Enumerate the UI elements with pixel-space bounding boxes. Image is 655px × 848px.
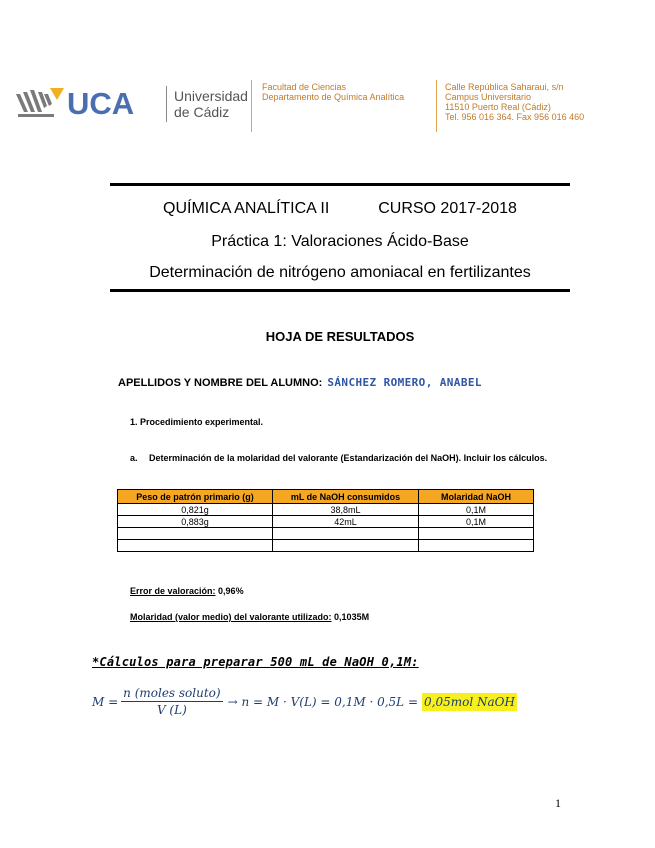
molarity-label: Molaridad (valor medio) del valorante utilizado: — [130, 612, 332, 622]
address-info — [445, 82, 584, 122]
molarity-equation — [92, 686, 517, 717]
table-header: Peso de patrón primario (g) — [118, 490, 273, 504]
title-bottom-rule — [110, 289, 570, 292]
table-header: Molaridad NaOH — [419, 490, 534, 504]
table-cell: 0,1M — [419, 516, 534, 528]
procedure-item-label: a. — [130, 453, 138, 463]
university-name — [174, 88, 248, 120]
table-row — [118, 540, 534, 552]
table-row — [118, 528, 534, 540]
equation-rhs: → n = M · V(L) = 0,1M · 0,5L = — [227, 694, 419, 709]
error-label: Error de valoración: — [130, 586, 216, 596]
equation-numerator: n (moles soluto) — [123, 686, 221, 700]
table-cell — [273, 528, 419, 540]
molarity-value: 0,1035M — [334, 612, 370, 622]
faculty-info — [262, 82, 404, 102]
table-cell: 0,1M — [419, 504, 534, 516]
page-number: 1 — [555, 796, 561, 810]
address-line: Calle República Saharaui, s/n — [445, 82, 564, 92]
address-line: Tel. 956 016 364. Fax 956 016 460 — [445, 112, 585, 122]
table-row — [118, 504, 534, 516]
course-title — [110, 200, 570, 218]
uca-emblem-icon — [14, 82, 66, 122]
procedure-heading: 1. Procedimiento experimental. — [130, 417, 264, 427]
results-table — [117, 489, 534, 552]
uca-logo-text: UCA — [67, 86, 135, 121]
course-year: CURSO 2017-2018 — [378, 200, 517, 217]
table-cell — [118, 528, 273, 540]
titration-error — [130, 586, 244, 596]
table-cell: 0,883g — [118, 516, 273, 528]
table-cell — [419, 540, 534, 552]
address-line: 11510 Puerto Real (Cádiz) — [445, 102, 551, 112]
table-cell: 0,821g — [118, 504, 273, 516]
topic-title: Determinación de nitrógeno amoniacal en fertilizantes — [149, 264, 531, 281]
department-name: Departamento de Química Analítica — [262, 92, 405, 102]
table-cell: 38,8mL — [273, 504, 419, 516]
practice-title: Práctica 1: Valoraciones Ácido-Base — [211, 233, 469, 250]
procedure-item-text: Determinación de la molaridad del valorante (Estandarización del NaOH). Incluir los cálculos. — [149, 453, 548, 463]
address-line: Campus Universitario — [445, 92, 532, 102]
university-logo — [14, 82, 254, 132]
title-top-rule — [110, 183, 570, 186]
table-cell — [118, 540, 273, 552]
equation-result: 0,05mol NaOH — [424, 694, 515, 709]
student-line — [118, 376, 482, 389]
student-name: SÁNCHEZ ROMERO, ANABEL — [327, 376, 482, 389]
table-header: mL de NaOH consumidos — [273, 490, 419, 504]
equation-denominator: V (L) — [156, 703, 187, 717]
header-divider — [251, 80, 252, 132]
table-row — [118, 516, 534, 528]
faculty-name: Facultad de Ciencias — [262, 82, 347, 92]
table-header-row — [118, 490, 534, 504]
equation-fraction — [121, 686, 222, 717]
student-label: APELLIDOS Y NOMBRE DEL ALUMNO: — [118, 377, 323, 389]
mean-molarity — [130, 612, 369, 622]
error-value: 0,96% — [218, 586, 244, 596]
calculation-title: *Cálculos para preparar 500 mL de NaOH 0,1M: — [92, 655, 419, 669]
table-cell — [273, 540, 419, 552]
results-heading: HOJA DE RESULTADOS — [265, 329, 415, 344]
table-cell — [419, 528, 534, 540]
logo-divider — [166, 86, 167, 122]
table-cell: 42mL — [273, 516, 419, 528]
equation-lhs: M = — [92, 694, 119, 709]
university-name-line2: de Cádiz — [174, 104, 230, 120]
subject-title: QUÍMICA ANALÍTICA II — [163, 200, 330, 217]
header-divider — [436, 80, 437, 132]
university-name-line1: Universidad — [174, 88, 248, 104]
